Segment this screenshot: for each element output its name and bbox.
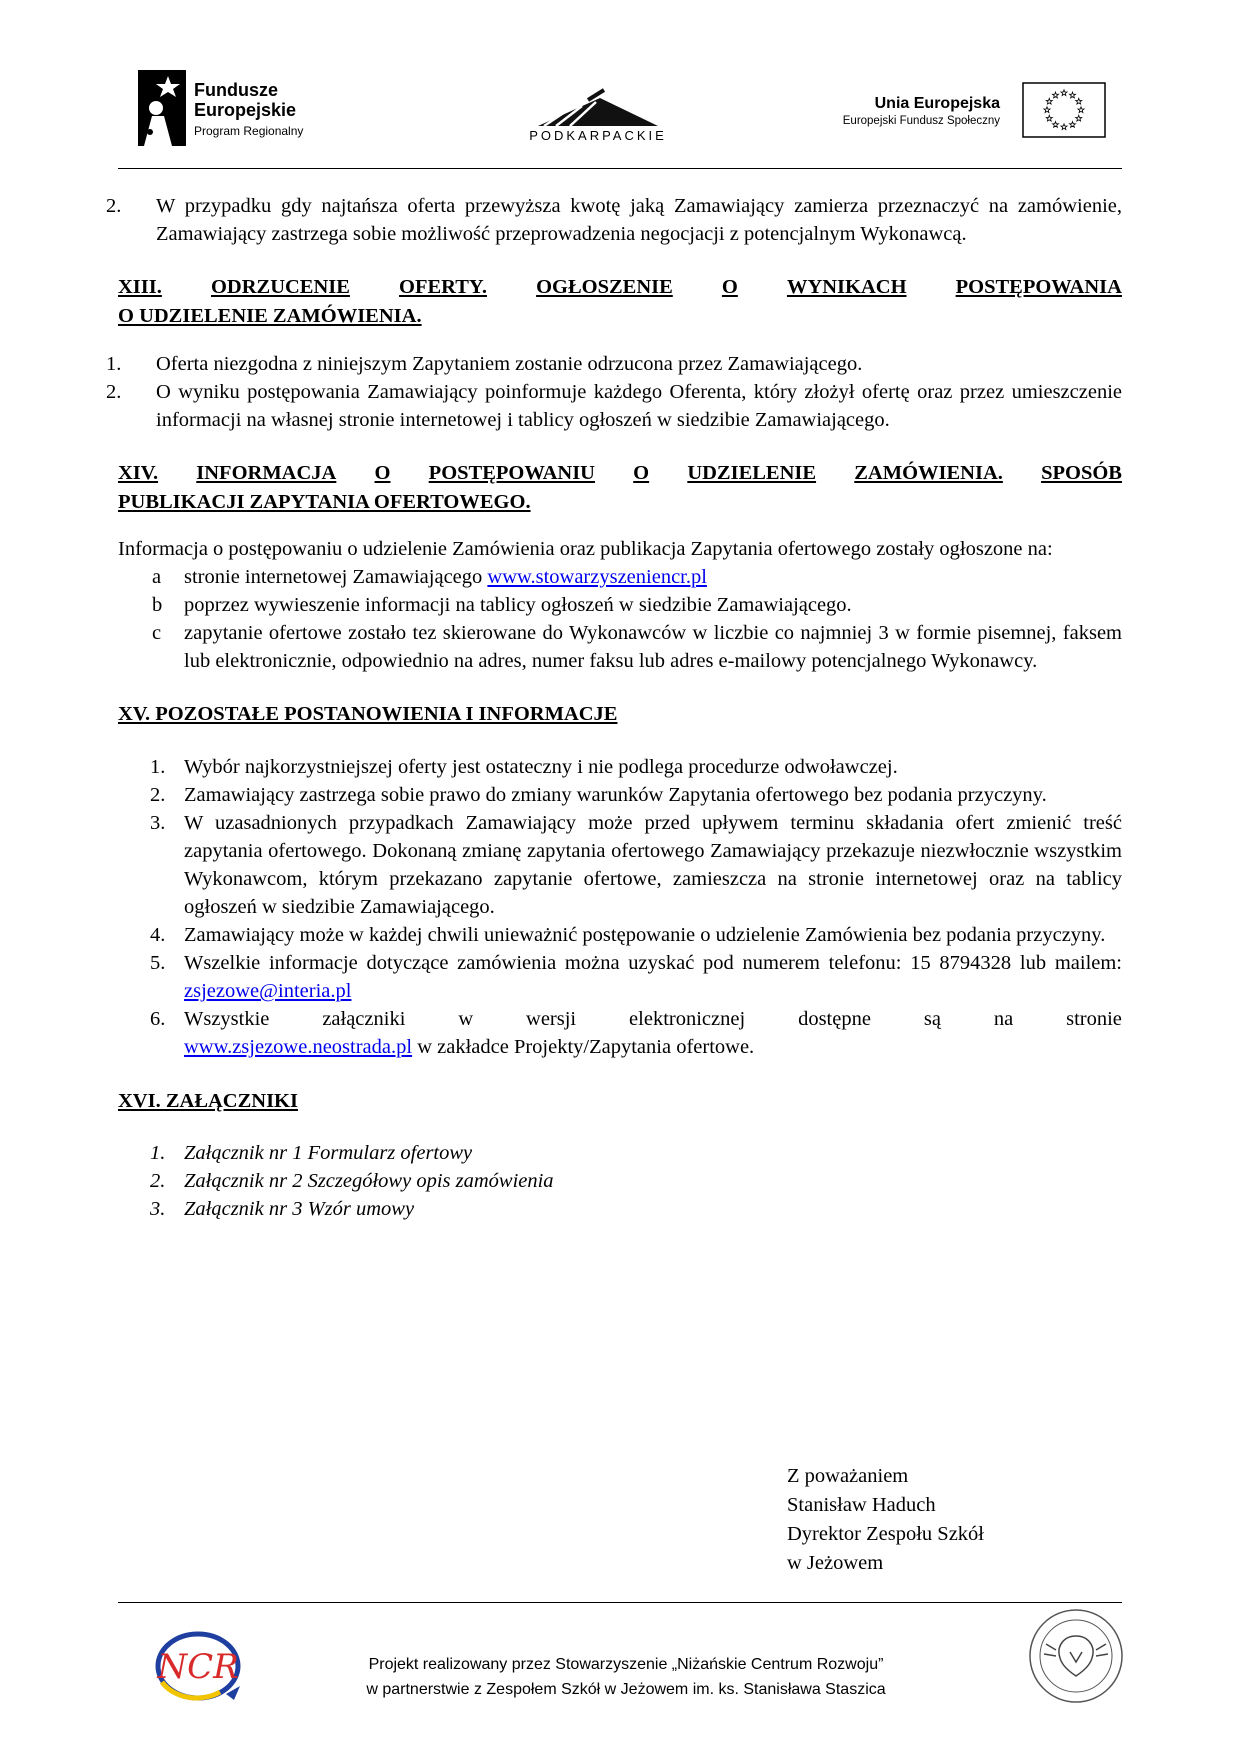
list-number: 2. (106, 381, 122, 403)
word: na (993, 1008, 1014, 1030)
heading-line: PUBLIKACJI ZAPYTANIA OFERTOWEGO. (118, 491, 531, 513)
footer-text (296, 1652, 956, 1702)
word: w (458, 1008, 474, 1030)
attachment-item (118, 1167, 1122, 1195)
ncr-logo (150, 1624, 250, 1704)
section-xvi-heading: XVI. ZAŁĄCZNIKI (118, 1090, 298, 1112)
fe-line1: Fundusze (194, 80, 278, 100)
list-number: 1. (106, 353, 122, 375)
list-letter: b (152, 594, 163, 616)
list-text: Wszelkie informacje dotyczące zamówienia można uzyskać pod numerem telefonu: 15 8794328 lub mailem: (184, 952, 1122, 974)
intro-list-item (106, 192, 1122, 248)
section-xiii-heading (118, 273, 1122, 331)
footer-divider (118, 1602, 1122, 1603)
heading-line: XIV. INFORMACJA O POSTĘPOWANIU O UDZIELENIE ZAMÓWIENIA. SPOSÓB (118, 462, 1122, 484)
footer-line: w partnerstwie z Zespołem Szkół w Jeżowem im. ks. Stanisława Staszica (366, 1681, 886, 1698)
section-xv-heading: XV. POZOSTAŁE POSTANOWIENIA I INFORMACJE (118, 703, 618, 725)
list-number: 2. (106, 195, 122, 217)
podkarpackie-mountains-icon (508, 86, 688, 128)
school-seal-icon (1026, 1606, 1126, 1706)
list-text: w zakładce Projekty/Zapytania ofertowe. (412, 1036, 755, 1058)
ncr-letters: NCR (157, 1647, 239, 1687)
footer-line: Projekt realizowany przez Stowarzyszenie „Niżańskie Centrum Rozwoju” (368, 1656, 884, 1673)
word: są (923, 1008, 941, 1030)
list-text: Zamawiający zastrzega sobie prawo do zmiany warunków Zapytania ofertowego bez podania przyczyny. (184, 784, 1047, 806)
list-number: 4. (150, 924, 166, 946)
list-number: 3. (150, 1198, 166, 1220)
list-text: Zamawiający może w każdej chwili unieważnić postępowanie o udzielenie Zamówienia bez podania przyczyny. (184, 924, 1106, 946)
list-number: 1. (150, 756, 166, 778)
signature-line: Dyrektor Zespołu Szkół (787, 1523, 984, 1545)
list-number: 3. (150, 812, 166, 834)
paragraph: Informacja o postępowaniu o udzielenie Zamówienia oraz publikacja Zapytania ofertowego zostały ogłoszone na: (118, 538, 1053, 560)
list-text: Wybór najkorzystniejszej oferty jest ostateczny i nie podlega procedurze odwoławczej. (184, 756, 898, 778)
website-link[interactable]: www.zsjezowe.neostrada.pl (184, 1036, 413, 1058)
fundusze-europejskie-logo (138, 70, 368, 150)
list-text-line (184, 1005, 1122, 1033)
list-item (118, 809, 1122, 921)
list-number: 6. (150, 1008, 166, 1030)
header-divider (118, 168, 1122, 169)
word: wersji (526, 1008, 577, 1030)
fe-line2: Europejskie (194, 100, 297, 120)
word: elektronicznej (629, 1008, 746, 1030)
list-text: stronie internetowej Zamawiającego (184, 566, 488, 588)
word: stronie (1066, 1008, 1122, 1030)
list-item (118, 921, 1122, 949)
list-item (118, 1005, 1122, 1061)
heading-line: XIII. ODRZUCENIE OFERTY. OGŁOSZENIE O WYNIKACH POSTĘPOWANIA (118, 276, 1122, 298)
signature-block (787, 1462, 984, 1578)
list-text: zapytanie ofertowe zostało tez skierowane do Wykonawców w liczbie co najmniej 3 w formie pisemnej, faksem lub elektronicznie, odpowiednio na adres, numer faksu lub adres e-mailowy potencjalnego Wykonawcy. (184, 622, 1122, 672)
list-item-c (118, 619, 1122, 675)
list-letter: c (152, 622, 162, 644)
eu-flag-icon (1022, 82, 1106, 138)
list-text: W przypadku gdy najtańsza oferta przewyższa kwotę jaką Zamawiający zamierza przeznaczyć na zamówienie, Zamawiający zastrzega sobie możliwość przeprowadzenia negocjacji z potencjalnym Wykonawcą. (156, 195, 1122, 245)
list-number: 5. (150, 952, 166, 974)
podkarpackie-logo (508, 86, 688, 146)
section-xiv-heading (118, 459, 1122, 517)
fe-line3: Program Regionalny (194, 124, 304, 138)
list-text: O wyniku postępowania Zamawiający poinformuje każdego Oferenta, który złożył ofertę oraz przez umieszczenie informacji na własnej stronie internetowej i tablicy ogłoszeń w siedzibie Zamawiającego. (156, 381, 1122, 431)
word: załączniki (322, 1008, 406, 1030)
eu-line1: Unia Europejska (874, 95, 1000, 112)
list-text: Oferta niezgodna z niniejszym Zapytaniem zostanie odrzucona przez Zamawiającego. (156, 353, 863, 375)
attachment-text: Załącznik nr 1 Formularz ofertowy (184, 1142, 473, 1164)
list-item-a (118, 563, 1122, 591)
list-item (106, 350, 1122, 378)
list-text-line (184, 1033, 1122, 1061)
eu-line2: Europejski Fundusz Społeczny (842, 115, 1000, 127)
list-item (118, 781, 1122, 809)
list-item (118, 753, 1122, 781)
attachment-text: Załącznik nr 3 Wzór umowy (184, 1198, 415, 1220)
attachment-text: Załącznik nr 2 Szczegółowy opis zamówienia (184, 1170, 554, 1192)
eu-logo (826, 82, 1106, 142)
signature-line: Stanisław Haduch (787, 1494, 936, 1516)
list-number: 2. (150, 784, 166, 806)
word: Wszystkie (184, 1008, 270, 1030)
signature-line: Z poważaniem (787, 1465, 909, 1487)
list-item-b (118, 591, 1122, 619)
heading-line: O UDZIELENIE ZAMÓWIENIA. (118, 305, 422, 327)
fe-emblem-icon (138, 70, 186, 146)
email-link[interactable]: zsjezowe@interia.pl (184, 980, 352, 1002)
list-item (106, 378, 1122, 434)
attachment-item (118, 1195, 1122, 1223)
region-label: PODKARPACKIE (529, 128, 667, 143)
list-text: poprzez wywieszenie informacji na tablicy ogłoszeń w siedzibie Zamawiającego. (184, 594, 852, 616)
word: dostępne (798, 1008, 871, 1030)
list-text: W uzasadnionych przypadkach Zamawiający może przed upływem terminu składania ofert zmienić treść zapytania ofertowego. Dokonaną zmianę zapytania ofertowego Zamawiający przekazuje niezwłocznie wszystkim Wykonawcom, którym przekazano zapytanie ofertowe, zamieszcza na stronie internetowej oraz na tablicy ogłoszeń w siedzibie Zamawiającego. (184, 812, 1122, 918)
signature-line: w Jeżowem (787, 1552, 884, 1574)
list-letter: a (152, 566, 162, 588)
website-link[interactable]: www.stowarzyszeniencr.pl (487, 566, 707, 588)
list-number: 2. (150, 1170, 166, 1192)
attachment-item (118, 1139, 1122, 1167)
list-number: 1. (150, 1142, 166, 1164)
list-item (118, 949, 1122, 1005)
